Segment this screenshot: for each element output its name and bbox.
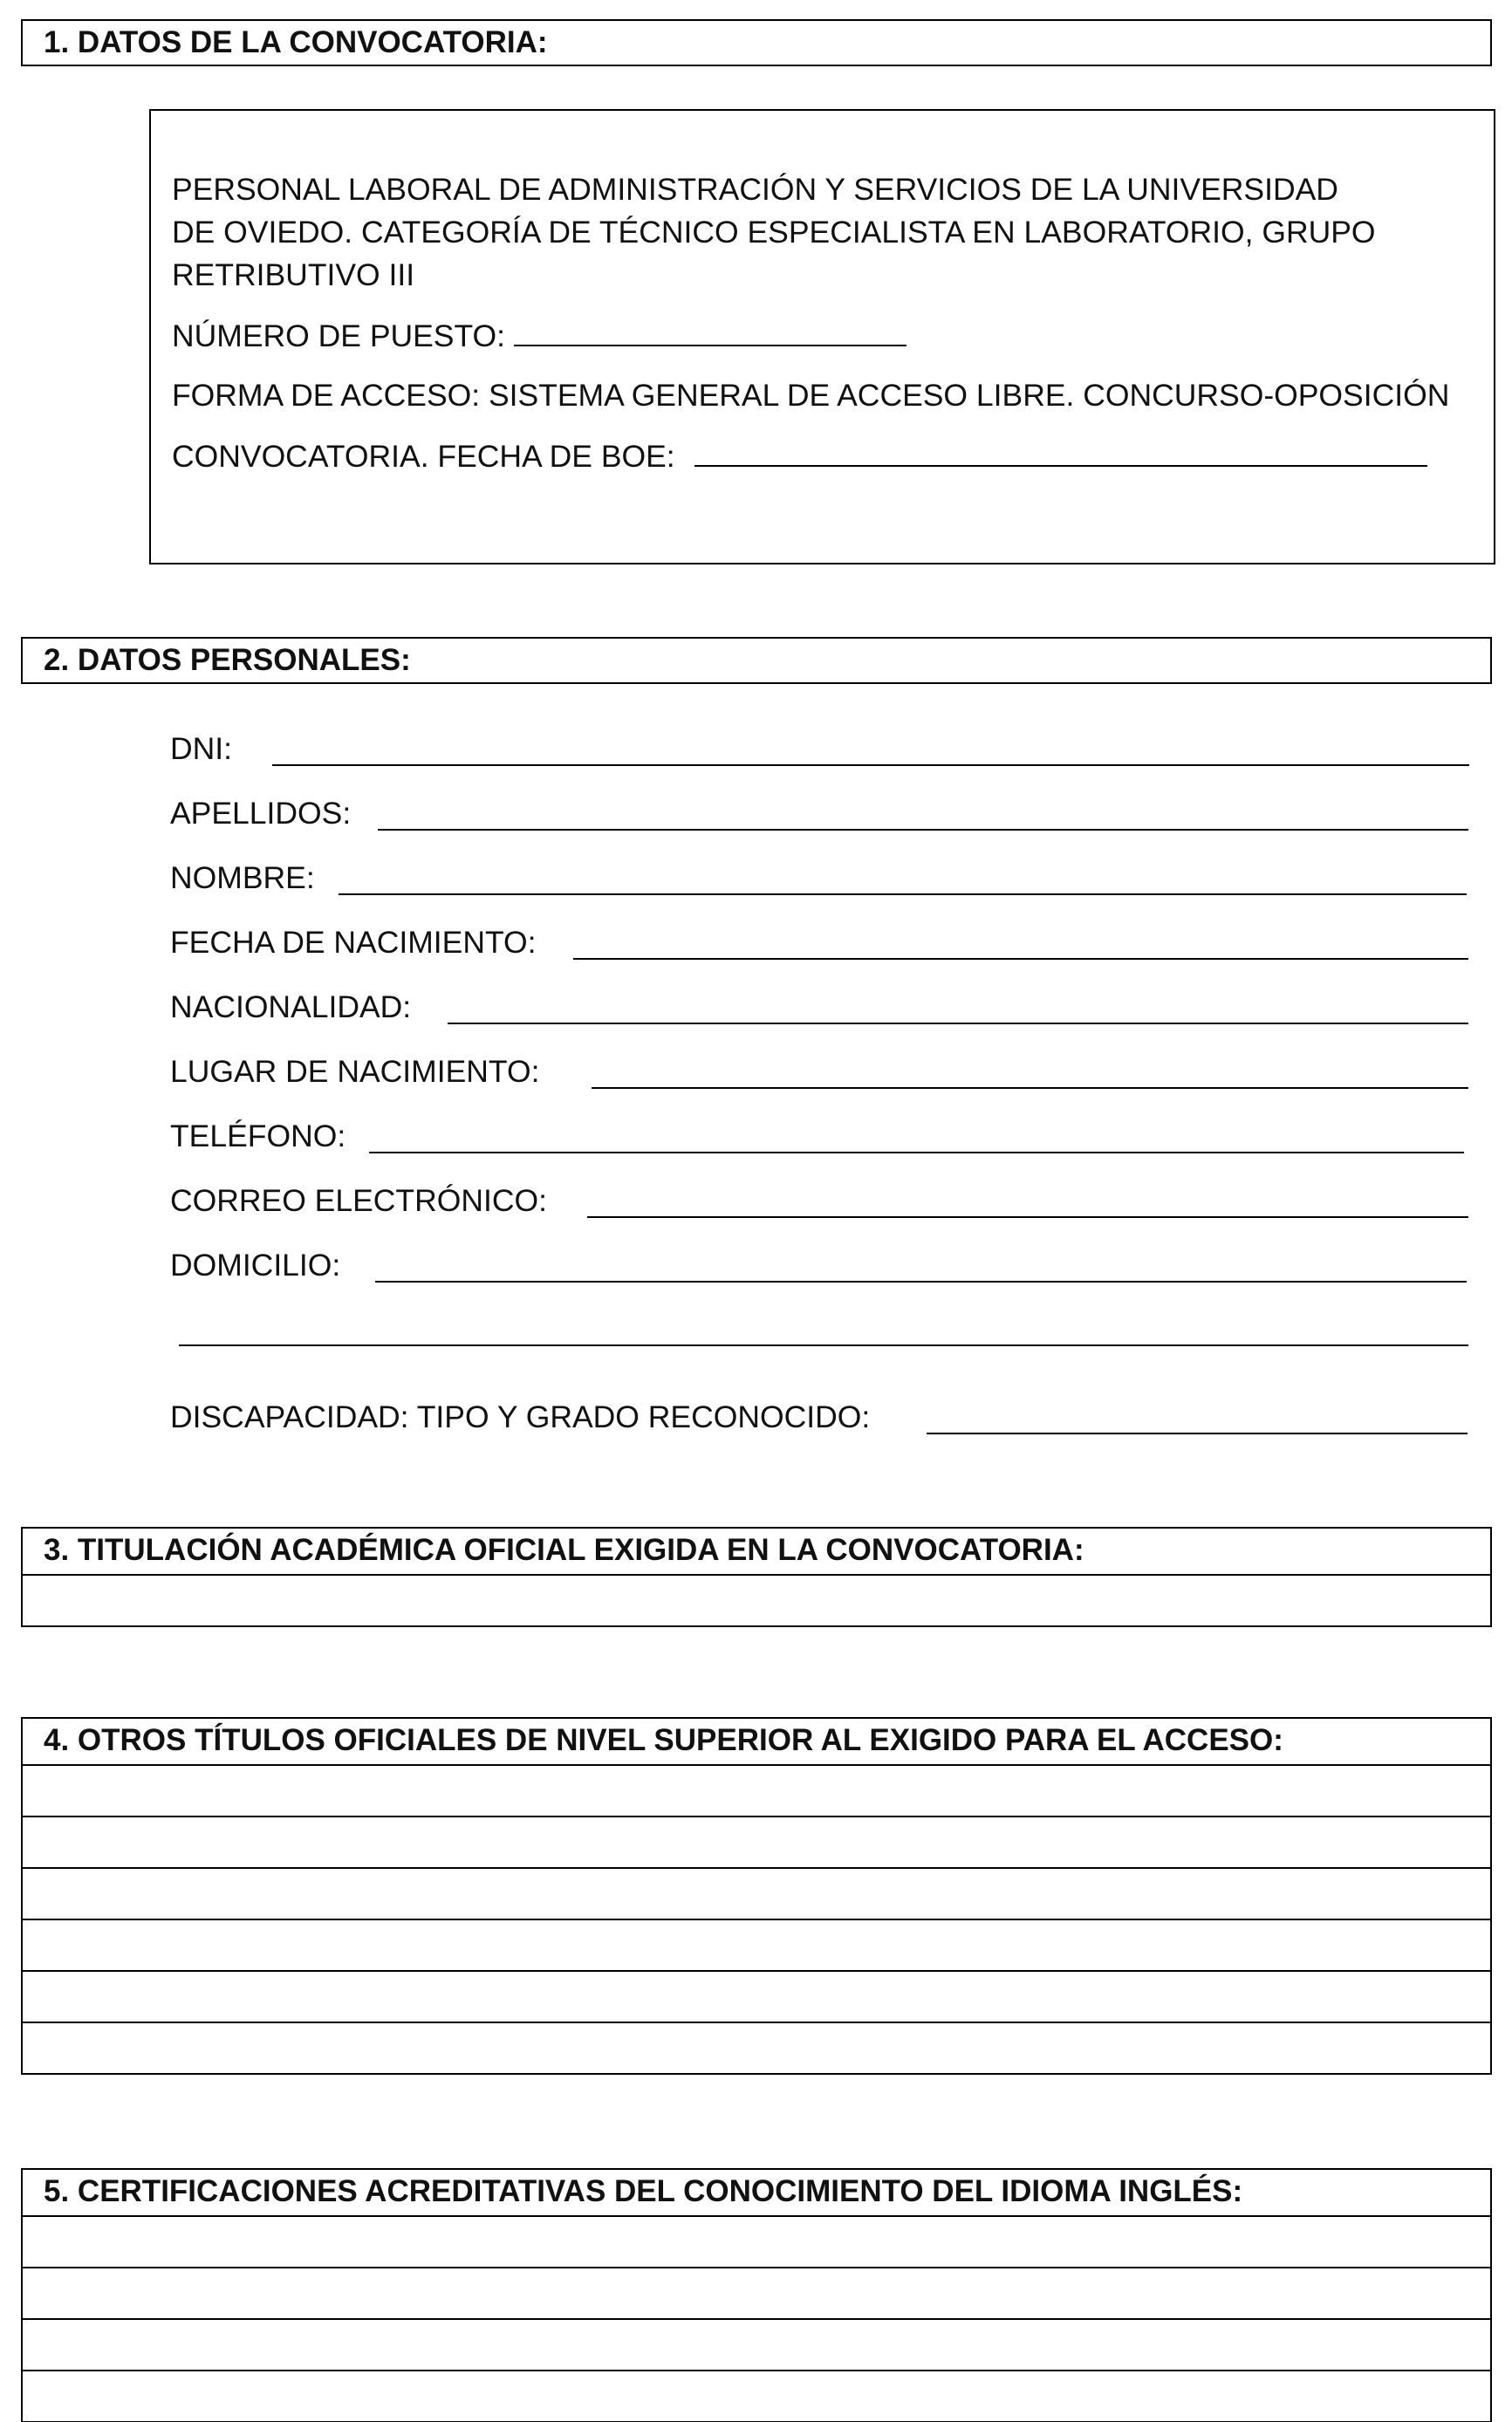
- table-row[interactable]: [23, 1867, 1490, 1919]
- section-5-table: [21, 2168, 1492, 2422]
- table-row[interactable]: [23, 1970, 1490, 2022]
- section-1-title: 1. DATOS DE LA CONVOCATORIA:: [44, 25, 548, 59]
- apellidos-label: APELLIDOS:: [170, 796, 352, 831]
- boe-input[interactable]: [694, 434, 1427, 467]
- table-row[interactable]: [23, 1816, 1490, 1867]
- convocatoria-box: [149, 109, 1495, 564]
- section-1-header: [21, 19, 1492, 66]
- boe-label: CONVOCATORIA. FECHA DE BOE:: [172, 439, 675, 474]
- section-3-title: 3. TITULACIÓN ACADÉMICA OFICIAL EXIGIDA EN LA CONVOCATORIA:: [44, 1533, 1084, 1567]
- dni-label: DNI:: [170, 731, 232, 766]
- nacionalidad-input[interactable]: [448, 1023, 1468, 1024]
- correo-label: CORREO ELECTRÓNICO:: [170, 1183, 547, 1218]
- section-2-header: [21, 637, 1492, 684]
- domicilio-input[interactable]: [375, 1281, 1467, 1283]
- table-row[interactable]: [23, 2370, 1490, 2421]
- section-5-title: 5. CERTIFICACIONES ACREDITATIVAS DEL CONOCIMIENTO DEL IDIOMA INGLÉS:: [44, 2174, 1243, 2208]
- section-4-title: 4. OTROS TÍTULOS OFICIALES DE NIVEL SUPERIOR AL EXIGIDO PARA EL ACCESO:: [44, 1723, 1283, 1757]
- table-row[interactable]: [23, 2022, 1490, 2073]
- section-4-table: [21, 1717, 1492, 2075]
- apellidos-input[interactable]: [378, 829, 1468, 831]
- table-row[interactable]: [23, 2267, 1490, 2318]
- table-row[interactable]: [23, 1919, 1490, 1970]
- domicilio-input-line2[interactable]: [179, 1344, 1468, 1346]
- table-row[interactable]: [23, 1764, 1490, 1816]
- puesto-label: NÚMERO DE PUESTO:: [172, 318, 506, 353]
- table-row[interactable]: [23, 2215, 1490, 2267]
- correo-input[interactable]: [587, 1216, 1468, 1218]
- lugar-nacimiento-input[interactable]: [592, 1087, 1468, 1089]
- section-2-title: 2. DATOS PERSONALES:: [44, 643, 411, 677]
- table-row[interactable]: [23, 1574, 1490, 1625]
- fecha-nacimiento-input[interactable]: [573, 958, 1468, 960]
- lugar-nacimiento-label: LUGAR DE NACIMIENTO:: [170, 1054, 540, 1089]
- dni-input[interactable]: [272, 764, 1469, 766]
- domicilio-label: DOMICILIO:: [170, 1248, 341, 1283]
- telefono-input[interactable]: [369, 1152, 1464, 1153]
- nombre-label: NOMBRE:: [170, 860, 315, 895]
- discapacidad-input[interactable]: [927, 1433, 1468, 1434]
- section-3-table: [21, 1527, 1492, 1627]
- table-row[interactable]: [23, 2318, 1490, 2370]
- forma-acceso-text: FORMA DE ACCESO: SISTEMA GENERAL DE ACCESO LIBRE. CONCURSO-OPOSICIÓN: [172, 378, 1450, 413]
- boe-field: [172, 434, 1473, 478]
- puesto-field: [172, 313, 1473, 358]
- discapacidad-label: DISCAPACIDAD: TIPO Y GRADO RECONOCIDO:: [170, 1399, 871, 1434]
- telefono-label: TELÉFONO:: [170, 1119, 346, 1153]
- nombre-input[interactable]: [339, 893, 1467, 895]
- convocatoria-description: PERSONAL LABORAL DE ADMINISTRACIÓN Y SERVICIOS DE LA UNIVERSIDAD DE OVIEDO. CATEGORÍA DE TÉCNICO ESPECIALISTA EN LABORATORIO, GRUPO RETRIBUTIVO III: [172, 172, 1376, 292]
- puesto-input[interactable]: [514, 313, 907, 346]
- nacionalidad-label: NACIONALIDAD:: [170, 989, 412, 1024]
- fecha-nacimiento-label: FECHA DE NACIMIENTO:: [170, 925, 537, 960]
